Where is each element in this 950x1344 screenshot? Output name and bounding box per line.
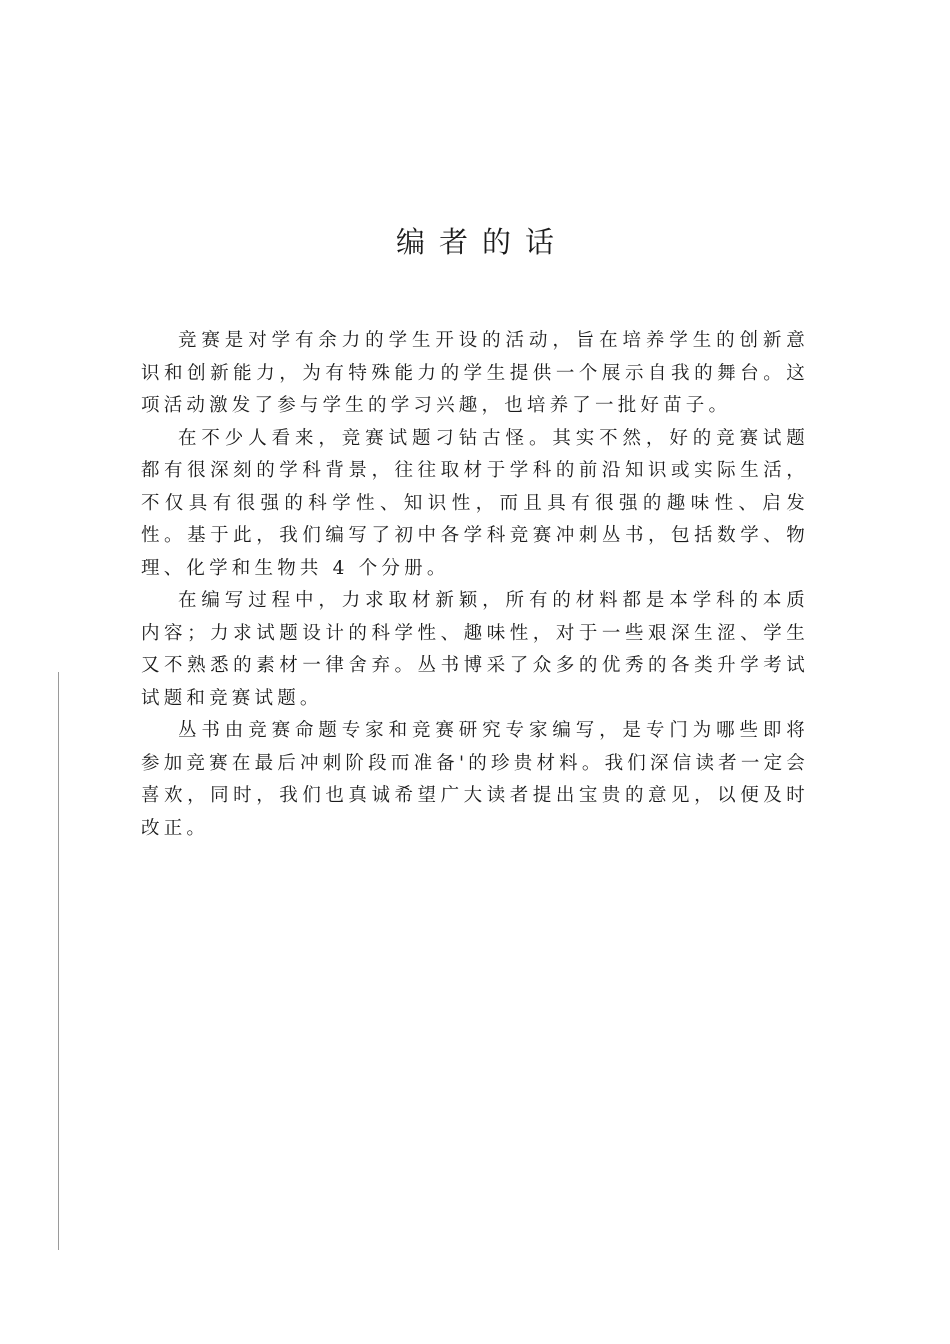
paragraph-4: 丛书由竞赛命题专家和竞赛研究专家编写，是专门为哪些即将参加竞赛在最后冲刺阶段而准备'的珍贵材料。我们深信读者一定会喜欢，同时，我们也真诚希望广大读者提出宝贵的意见，以便及时改正。 (141, 720, 809, 839)
paragraph-1: 竞赛是对学有余力的学生开设的活动，旨在培养学生的创新意识和创新能力，为有特殊能力的学生提供一个展示自我的舞台。这项活动激发了参与学生的学习兴趣，也培养了一批好苗子。 (141, 330, 809, 416)
page-title: 编者的话 (395, 225, 568, 259)
preface-body (141, 325, 809, 845)
paragraph-3: 在编写过程中，力求取材新颖，所有的材料都是本学科的本质内容；力求试题设计的科学性、趣味性，对于一些艰深生涩、学生又不熟悉的素材一律舍弃。丛书博采了众多的优秀的各类升学考试试题和竞赛试题。 (141, 590, 809, 709)
paragraph-2: 在不少人看来，竞赛试题刁钻古怪。其实不然，好的竞赛试题都有很深刻的学科背景，往往取材于学科的前沿知识或实际生活，不仅具有很强的科学性、知识性，而且具有很强的趣味性、启发性。基于此，我们编写了初中各学科竞赛冲刺丛书，包括数学、物理、化学和生物共 4 个分册。 (141, 427, 809, 579)
scan-edge-line (58, 672, 59, 1250)
